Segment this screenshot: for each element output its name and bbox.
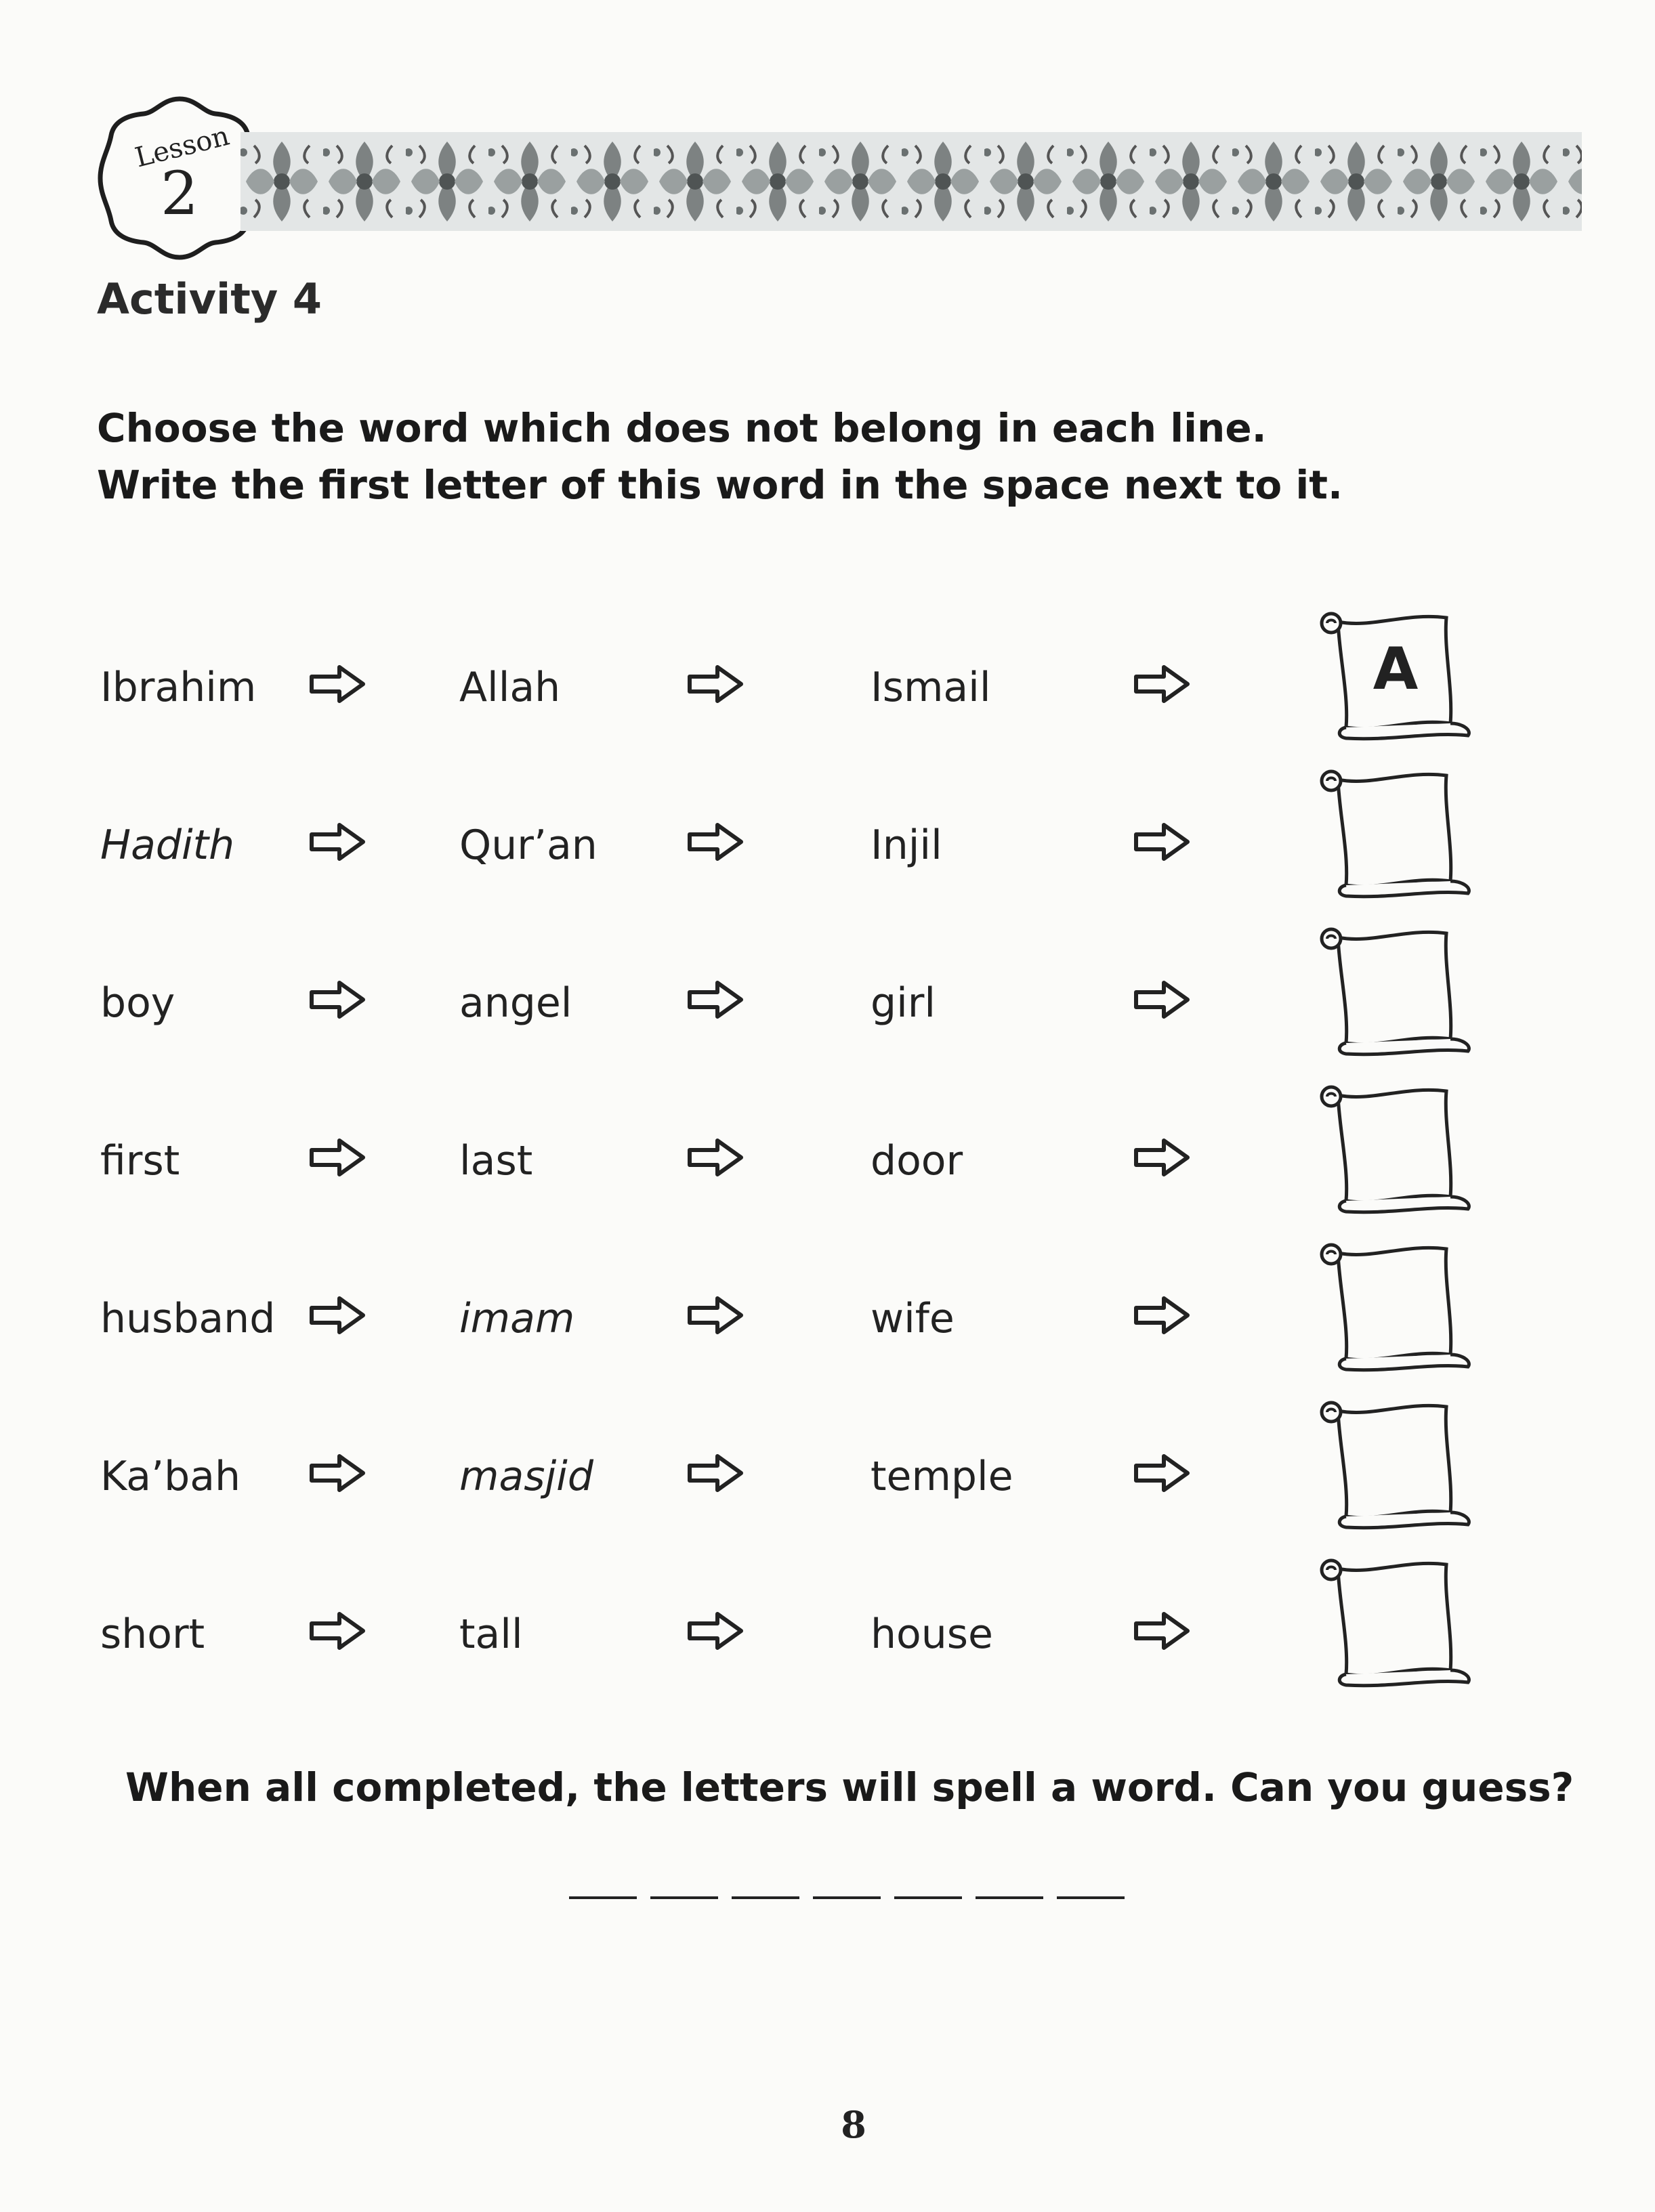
word-2: Qur’an <box>459 822 598 869</box>
lesson-label: Lesson <box>131 120 233 174</box>
scroll-icon <box>1311 766 1480 901</box>
instruction-line-1: Choose the word which does not belong in each line. <box>97 405 1267 451</box>
word-2: tall <box>459 1611 523 1658</box>
right-arrow-icon <box>1133 1295 1191 1336</box>
lesson-badge <box>95 93 264 263</box>
answer-blank[interactable] <box>569 1896 637 1899</box>
right-arrow-icon <box>686 979 745 1020</box>
answer-letter[interactable]: A <box>1373 635 1419 703</box>
scroll-icon <box>1311 1082 1480 1217</box>
word-1: short <box>100 1611 205 1658</box>
word-3: girl <box>871 979 936 1027</box>
activity-title: Activity 4 <box>97 274 322 324</box>
word-row <box>0 630 1655 765</box>
word-2: angel <box>459 979 572 1027</box>
answer-blank[interactable] <box>650 1896 718 1899</box>
right-arrow-icon <box>308 1295 366 1336</box>
instruction-line-2: Write the first letter of this word in the space next to it. <box>97 462 1343 508</box>
word-row <box>0 788 1655 923</box>
right-arrow-icon <box>308 664 366 704</box>
word-3: Injil <box>871 822 942 869</box>
right-arrow-icon <box>686 1611 745 1651</box>
bottom-question: When all completed, the letters will spell a word. Can you guess? <box>125 1764 1574 1810</box>
right-arrow-icon <box>686 822 745 862</box>
word-3: Ismail <box>871 664 991 711</box>
word-1: first <box>100 1137 180 1185</box>
word-3: temple <box>871 1453 1013 1500</box>
word-row <box>0 945 1655 1081</box>
lesson-number: 2 <box>161 158 198 228</box>
right-arrow-icon <box>1133 1453 1191 1493</box>
word-row <box>0 1419 1655 1554</box>
word-3: door <box>871 1137 963 1185</box>
word-2: masjid <box>459 1453 593 1500</box>
right-arrow-icon <box>686 1137 745 1178</box>
word-1: Ka’bah <box>100 1453 241 1500</box>
word-1: husband <box>100 1295 276 1342</box>
answer-blank[interactable] <box>1057 1896 1125 1899</box>
scroll-icon <box>1311 924 1480 1059</box>
instructions <box>97 400 1553 513</box>
word-row <box>0 1261 1655 1397</box>
right-arrow-icon <box>1133 664 1191 704</box>
right-arrow-icon <box>1133 822 1191 862</box>
word-1: Hadith <box>100 822 235 869</box>
word-1: Ibrahim <box>100 664 257 711</box>
answer-blank[interactable] <box>894 1896 962 1899</box>
answer-blank[interactable] <box>976 1896 1043 1899</box>
right-arrow-icon <box>686 664 745 704</box>
right-arrow-icon <box>686 1295 745 1336</box>
scroll-icon <box>1311 1397 1480 1533</box>
word-2: Allah <box>459 664 561 711</box>
right-arrow-icon <box>686 1453 745 1493</box>
word-2: imam <box>459 1295 575 1342</box>
answer-blank[interactable] <box>732 1896 799 1899</box>
answer-blank[interactable] <box>813 1896 881 1899</box>
right-arrow-icon <box>1133 1611 1191 1651</box>
word-2: last <box>459 1137 533 1185</box>
word-row <box>0 1103 1655 1239</box>
right-arrow-icon <box>308 822 366 862</box>
right-arrow-icon <box>308 1453 366 1493</box>
ornamental-banner <box>240 132 1582 231</box>
word-1: boy <box>100 979 175 1027</box>
answer-blanks[interactable] <box>569 1896 1138 1910</box>
right-arrow-icon <box>308 979 366 1020</box>
right-arrow-icon <box>308 1611 366 1651</box>
right-arrow-icon <box>1133 979 1191 1020</box>
page-number: 8 <box>841 2103 866 2146</box>
scroll-icon <box>1311 1555 1480 1690</box>
right-arrow-icon <box>1133 1137 1191 1178</box>
word-row <box>0 1577 1655 1712</box>
scroll-icon <box>1311 1239 1480 1375</box>
word-3: house <box>871 1611 993 1658</box>
word-3: wife <box>871 1295 955 1342</box>
right-arrow-icon <box>308 1137 366 1178</box>
